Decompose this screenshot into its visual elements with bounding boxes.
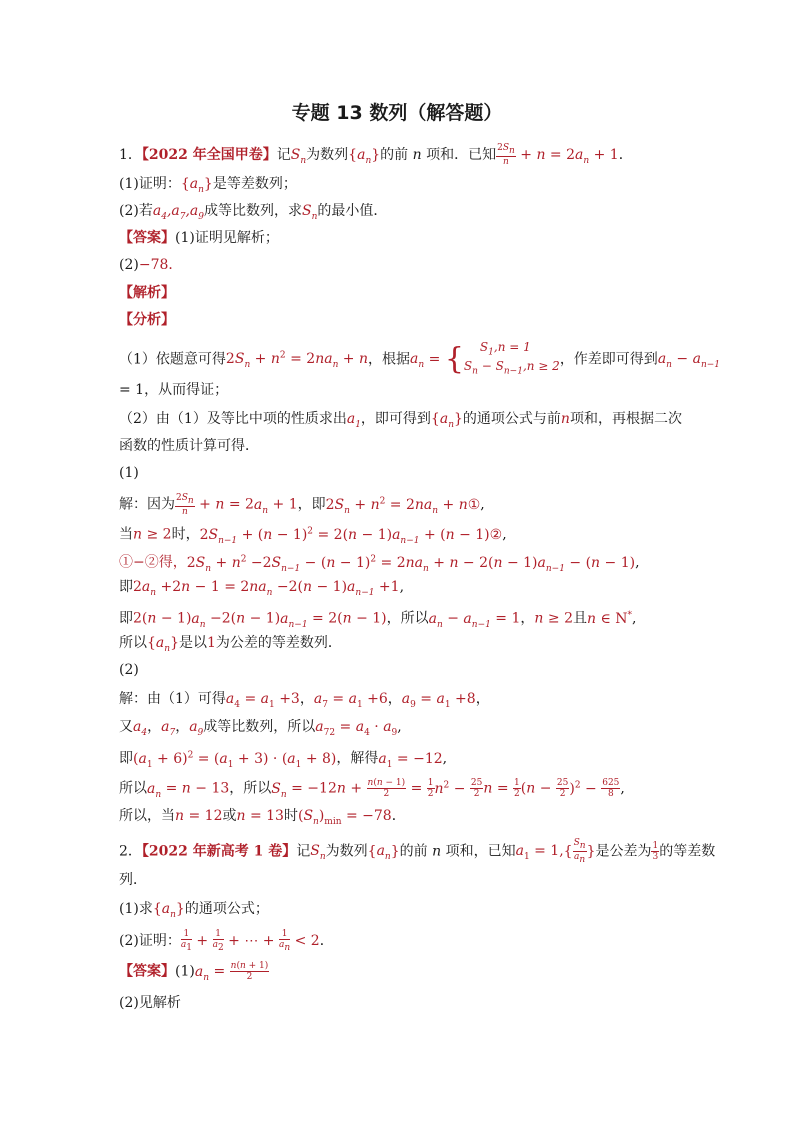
q2-part2: (2)证明： $\frac{1}{a_1}$ + $\frac{1}{a_2}$ + ⋯ + $\frac{1}{a_n}$ < 2．: [119, 929, 334, 953]
q1-sol2-label: (2): [119, 662, 139, 678]
q1-sol1-line1: 解：因为 $\frac{2S_n}{n}$ + $n = 2a_n + 1$，即$2S_n + n^2 = 2na_n$ + n①,: [119, 492, 485, 517]
q1-sol2-line5: 所以，当n = 12或n = 13时$(S_n)_{min} = -78$．: [119, 808, 406, 827]
q1-sol2-line3: 即$(a_1 + 6)^2 = (a_1 + 3) \cdot (a_1 + 8)$，解得$a_1 = -12$,: [119, 750, 448, 770]
q1-analysis-label: 【解析】: [119, 285, 175, 301]
q1-answer2: (2)−78．: [119, 257, 183, 273]
q1-sol2-line4: 所以$a_n = n - 13$，所以$S_n = -12n$ + $\frac{n(n - 1)}{2}$ = $\frac{1}{2}$ $n^2$ − $\frac{25}{2}$ n = $\frac{1}{2}$ (n − $\frac{25}{2}$ )$^2$ − $\frac{625}{8}$ ,: [119, 778, 625, 800]
q1-part2: (2)若$a_4,a_7,a_9$成等比数列，求$S_n$的最小值．: [119, 203, 388, 222]
q1-sol1-line3: ①−②得，$2S_n + n^2 -2S_{n-1} - (n - 1)^2 = 2na_n + n - 2(n - 1)a_{n-1} - (n - 1)$,: [119, 554, 640, 574]
q2-source: 【2022 年新高考 1 卷】: [141, 843, 297, 860]
page-title: 专题 13 数列（解答题）: [291, 102, 503, 124]
q2-answer: 【答案】$(1)a_n$ = $\frac{n(n + 1)}{2}$: [119, 961, 269, 983]
q1-fenxi-line2: （2）由（1）及等比中项的性质求出$a_1$，即可得到$\{a_n\}$的通项公式与前n项和，再根据二次: [119, 411, 682, 430]
q1-fenxi-line1b: = 1，从而得证；: [119, 382, 229, 398]
q1-sol1-line6: 所以$\{a_n\}$是以1为公差的等差数列．: [119, 635, 342, 654]
q1-fenxi-line1: （1）依题意可得$2S_n + n^2 = 2na_n + n$，根据$a_n$ = { $S_1,n = 1$ $S_n - S_{n-1},n \ge 2$ ，作差即可得到$a_n - a_{n-1}$: [119, 340, 721, 377]
q1-sol2-line2: 又$a_4$，$a_7$，$a_9$成等比数列，所以$a_{72} = a_4 \cdot a_9$,: [119, 719, 402, 738]
q1-source: 【2022 年全国甲卷】: [141, 146, 277, 163]
q2-part1: (1)求$\{a_n\}$的通项公式；: [119, 901, 269, 920]
q1-fenxi-line3: 函数的性质计算可得．: [119, 438, 259, 454]
q1-sol1-line5: 即$2(n - 1)a_n -2(n - 1)a_{n-1} = 2(n - 1)$，所以$a_n - a_{n-1} = 1$，n ≥ 2且n ∈ N*,: [119, 610, 637, 630]
q1-fenxi-label: 【分析】: [119, 312, 175, 328]
q1-sol1-line2: 当n ≥ 2时，$2S_{n-1} + (n - 1)^2 = 2(n - 1)a_{n-1} + (n$ − 1)②,: [119, 526, 507, 546]
q1-answer: 【答案】(1)证明见解析；: [119, 230, 279, 246]
q1-stem: 1．【2022 年全国甲卷】记$S_n$为数列$\{a_n\}$的前 n 项和．已知 $\frac{2S_n}{n}$ + $n = 2a_n + 1$．: [119, 143, 633, 167]
q1-part1: (1)证明：$\{a_n\}$是等差数列；: [119, 176, 297, 195]
q1-sol1-label: (1): [119, 465, 139, 481]
q1-sol2-line1: 解：由（1）可得$a_4 = a_1 +3$，$a_7 = a_1 +6$，$a_9 = a_1 +8$，: [119, 691, 490, 710]
q2-stem: 2．【2022 年新高考 1 卷】记$S_n$为数列$\{a_n\}$的前 n 项和，已知$a_1 = 1$,{ $\frac{S_n}{a_n}$ }是公差为 $\frac{1}{3}$ 的等差数: [119, 838, 716, 865]
q2-answer2: (2)见解析: [119, 995, 181, 1011]
q2-stem-cont: 列．: [119, 872, 147, 888]
q1-sol1-line4: 即$2a_n +2n - 1 = 2na_n -2(n - 1)a_{n-1} +1$,: [119, 579, 405, 598]
